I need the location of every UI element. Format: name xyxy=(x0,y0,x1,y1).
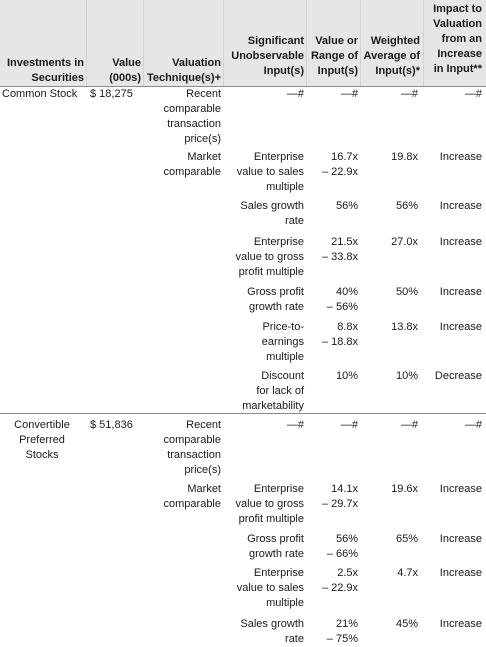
weighted-cell: 13.8x xyxy=(391,321,418,333)
range-cell: 21.5x – 33.8x xyxy=(321,236,358,263)
header-weighted: Weighted Average of Input(s)* xyxy=(363,35,420,77)
column-divider xyxy=(360,0,361,86)
impact-cell: Increase xyxy=(439,151,482,163)
impact-cell: Increase xyxy=(439,483,482,495)
technique-cell: Recent comparable transaction price(s) xyxy=(163,419,221,476)
security-name: Convertible Preferred Stocks xyxy=(14,419,70,461)
header-impact: Impact to Valuation from an Increase in Input** xyxy=(433,3,482,75)
range-cell: 14.1x – 29.7x xyxy=(321,483,358,510)
technique-cell: Market comparable xyxy=(163,151,221,178)
security-value: $ 18,275 xyxy=(90,88,133,100)
impact-cell: —# xyxy=(464,88,482,100)
range-cell: 16.7x – 22.9x xyxy=(321,151,358,178)
input-cell: Discount for lack of marketability xyxy=(242,370,304,412)
range-cell: 40% – 56% xyxy=(326,286,358,313)
weighted-cell: 19.6x xyxy=(391,483,418,495)
weighted-cell: 4.7x xyxy=(397,567,418,579)
input-cell: Enterprise value to sales multiple xyxy=(236,151,304,193)
range-cell: —# xyxy=(340,419,358,431)
range-cell: 8.8x – 18.8x xyxy=(321,321,358,348)
column-divider xyxy=(423,0,424,86)
impact-cell: Increase xyxy=(439,286,482,298)
impact-cell: Increase xyxy=(439,567,482,579)
header-input: Significant Unobservable Input(s) xyxy=(231,35,304,77)
range-cell: 56% xyxy=(335,200,358,212)
weighted-cell: 65% xyxy=(395,533,418,545)
weighted-cell: —# xyxy=(400,419,418,431)
impact-cell: Increase xyxy=(439,200,482,212)
input-cell: —# xyxy=(286,419,304,431)
input-cell: Gross profit growth rate xyxy=(247,286,304,313)
input-cell: Price-to- earnings multiple xyxy=(261,321,304,363)
input-cell: Sales growth rate xyxy=(240,200,304,227)
input-cell: Gross profit growth rate xyxy=(247,533,304,560)
impact-cell: Decrease xyxy=(434,370,482,382)
range-cell: 56% – 66% xyxy=(326,533,358,560)
weighted-cell: 10% xyxy=(395,370,418,382)
column-divider xyxy=(86,0,87,86)
weighted-cell: —# xyxy=(400,88,418,100)
impact-cell: Increase xyxy=(439,321,482,333)
header-range: Value or Range of Input(s) xyxy=(310,35,358,77)
column-divider xyxy=(306,0,307,86)
header-value: Value (000s) xyxy=(109,57,141,84)
section-divider xyxy=(0,413,486,414)
range-cell: 2.5x – 22.9x xyxy=(321,567,358,594)
column-divider xyxy=(223,0,224,86)
technique-cell: Recent comparable transaction price(s) xyxy=(163,88,221,145)
input-cell: Enterprise value to gross profit multiple xyxy=(235,236,304,278)
range-cell: 10% xyxy=(335,370,358,382)
column-divider xyxy=(143,0,144,86)
weighted-cell: 45% xyxy=(395,618,418,630)
security-value: $ 51,836 xyxy=(90,419,133,431)
input-cell: Enterprise value to gross profit multiple xyxy=(235,483,304,525)
security-name: Common Stock xyxy=(2,88,78,100)
impact-cell: Increase xyxy=(439,236,482,248)
impact-cell: Increase xyxy=(439,618,482,630)
input-cell: Sales growth rate xyxy=(240,618,304,645)
weighted-cell: 56% xyxy=(395,200,418,212)
weighted-cell: 27.0x xyxy=(391,236,418,248)
range-cell: —# xyxy=(340,88,358,100)
technique-cell: Market comparable xyxy=(163,483,221,510)
input-cell: —# xyxy=(286,88,304,100)
impact-cell: Increase xyxy=(439,533,482,545)
range-cell: 21% – 75% xyxy=(326,618,358,645)
header-technique: Valuation Technique(s)+ xyxy=(146,57,221,84)
impact-cell: —# xyxy=(464,419,482,431)
weighted-cell: 50% xyxy=(395,286,418,298)
header-investments: Investments in Securities xyxy=(6,57,84,84)
input-cell: Enterprise value to sales multiple xyxy=(236,567,304,609)
weighted-cell: 19.8x xyxy=(391,151,418,163)
